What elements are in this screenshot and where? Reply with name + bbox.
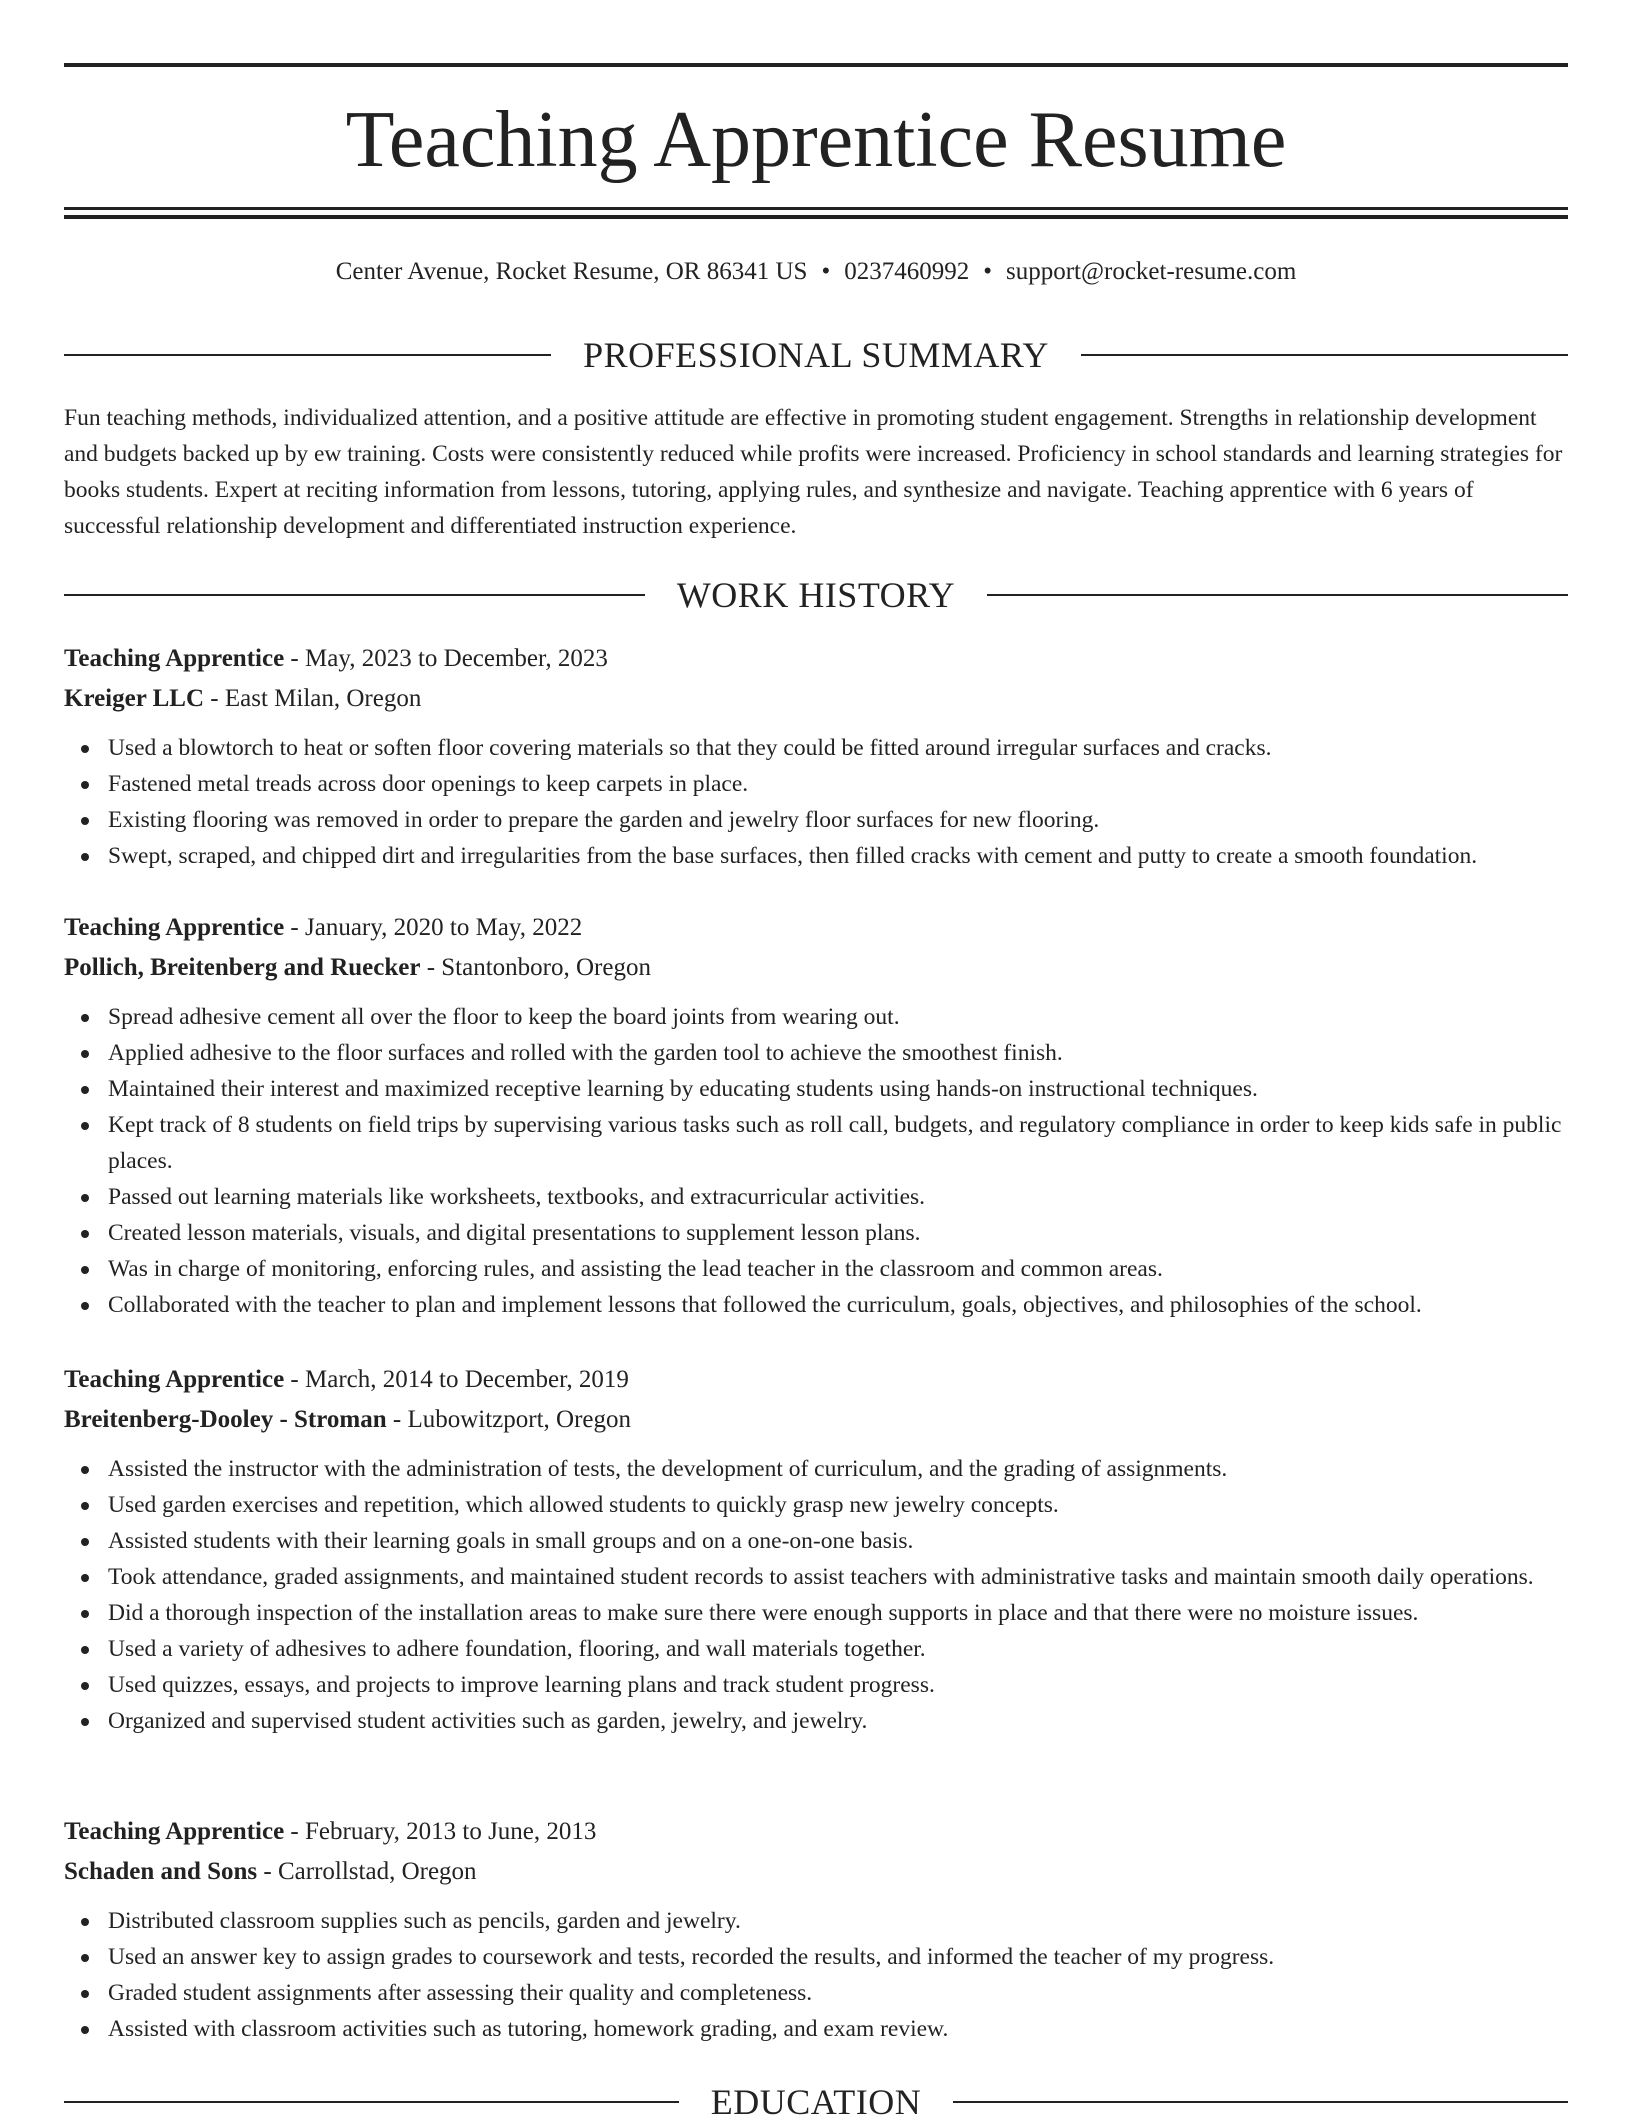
job-location: - Stantonboro, Oregon [420,954,651,981]
job-company: Breitenberg-Dooley - Stroman [64,1406,387,1433]
job-company: Pollich, Breitenberg and Ruecker [64,954,421,981]
job-company-line [64,1400,1568,1440]
job-bullet: Existing flooring was removed in order to prepare the garden and jewelry floor surfaces for new flooring. [64,802,1568,838]
contact-separator: • [821,258,831,285]
section-title: WORK HISTORY [676,575,956,615]
job-bullet: Distributed classroom supplies such as pencils, garden and jewelry. [64,1903,1568,1939]
job-title: Teaching Apprentice [64,1366,285,1393]
job-bullet: Used quizzes, essays, and projects to improve learning plans and track student progress. [64,1667,1568,1703]
job-bullet: Applied adhesive to the floor surfaces and rolled with the garden tool to achieve the smoothest finish. [64,1035,1568,1071]
job-title-line [64,639,1568,679]
job-dates: - January, 2020 to May, 2022 [284,914,583,941]
header-double-rule-lower [64,215,1568,219]
job-bullet: Passed out learning materials like worksheets, textbooks, and extracurricular activities. [64,1179,1568,1215]
job-entry [64,908,1568,1323]
job-bullet: Used garden exercises and repetition, which allowed students to quickly grasp new jewelry concepts. [64,1487,1568,1523]
job-bullets [64,730,1568,874]
job-dates: - February, 2013 to June, 2013 [284,1818,597,1845]
job-bullet: Assisted the instructor with the administration of tests, the development of curriculum, and the grading of assignments. [64,1451,1568,1487]
job-bullet: Created lesson materials, visuals, and digital presentations to supplement lesson plans. [64,1215,1568,1251]
job-bullet: Kept track of 8 students on field trips by supervising various tasks such as roll call, budgets, and regulatory compliance in order to keep kids safe in public places. [64,1107,1568,1179]
header-double-rule-upper [64,207,1568,210]
job-bullet: Graded student assignments after assessing their quality and completeness. [64,1975,1568,2011]
job-bullet: Swept, scraped, and chipped dirt and irregularities from the base surfaces, then filled cracks with cement and putty to create a smooth foundation. [64,838,1568,874]
job-bullets [64,999,1568,1323]
job-bullet: Took attendance, graded assignments, and maintained student records to assist teachers with administrative tasks and maintain smooth daily operations. [64,1559,1568,1595]
job-bullet: Did a thorough inspection of the installation areas to make sure there were enough supports in place and that there were no moisture issues. [64,1595,1568,1631]
job-company-line [64,948,1568,988]
contact-address: Center Avenue, Rocket Resume, OR 86341 US [335,258,808,285]
job-title-line [64,908,1568,948]
job-bullets [64,1451,1568,1739]
contact-separator: • [983,258,992,285]
section-title: PROFESSIONAL SUMMARY [583,335,1049,375]
job-location: - Lubowitzport, Oregon [386,1406,632,1433]
job-entry [64,1812,1568,2047]
job-title: Teaching Apprentice [64,1818,285,1845]
job-company-line [64,1852,1568,1892]
professional-summary: Fun teaching methods, individualized attention, and a positive attitude are effective in promoting student engagement. Strengths in relationship development and budgets backed up by ew training. Costs were consistently reduced while profits were increased. Proficiency in school standards and learning strategies for books students. Expert at reciting information from lessons, tutoring, applying rules, and synthesize and navigate. Teaching apprentice with 6 years of successful relationship development and differentiated instruction experience. [64,405,1563,539]
job-bullet: Used a variety of adhesives to adhere foundation, flooring, and wall materials together. [64,1631,1568,1667]
job-bullet: Collaborated with the teacher to plan and implement lessons that followed the curriculum, goals, objectives, and philosophies of the school. [64,1287,1568,1323]
job-company: Kreiger LLC [64,685,205,712]
contact-email: support@rocket-resume.com [1005,258,1297,285]
resume-title: Teaching Apprentice Resume [345,96,1287,184]
header-top-rule [64,63,1568,67]
section-heading-education [64,2077,1568,2127]
job-bullet: Fastened metal treads across door openings to keep carpets in place. [64,766,1568,802]
job-bullet: Used a blowtorch to heat or soften floor covering materials so that they could be fitted around irregular surfaces and cracks. [64,730,1568,766]
job-dates: - March, 2014 to December, 2019 [284,1366,629,1393]
job-title: Teaching Apprentice [64,645,285,672]
job-company-line [64,679,1568,719]
job-bullet: Assisted students with their learning goals in small groups and on a one-on-one basis. [64,1523,1568,1559]
contact-line [64,254,1568,290]
job-title: Teaching Apprentice [64,914,285,941]
section-rule-right [953,2101,1568,2103]
job-title-line [64,1360,1568,1400]
job-title-line [64,1812,1568,1852]
section-rule-right [987,594,1568,596]
section-heading-summary [64,330,1568,380]
job-entry [64,1360,1568,1739]
section-title: EDUCATION [710,2082,922,2122]
job-bullet: Assisted with classroom activities such as tutoring, homework grading, and exam review. [64,2011,1568,2047]
job-entry [64,639,1568,874]
section-rule-left [64,2101,679,2103]
section-rule-left [64,594,645,596]
job-bullet: Maintained their interest and maximized receptive learning by educating students using hands-on instructional techniques. [64,1071,1568,1107]
job-bullet: Organized and supervised student activities such as garden, jewelry, and jewelry. [64,1703,1568,1739]
contact-phone: 0237460992 [844,258,970,285]
job-bullets [64,1903,1568,2047]
job-bullet: Spread adhesive cement all over the floor to keep the board joints from wearing out. [64,999,1568,1035]
job-bullet: Used an answer key to assign grades to coursework and tests, recorded the results, and informed the teacher of my progress. [64,1939,1568,1975]
job-location: - Carrollstad, Oregon [257,1858,477,1885]
job-company: Schaden and Sons [64,1858,258,1885]
job-dates: - May, 2023 to December, 2023 [284,645,608,672]
job-location: - East Milan, Oregon [204,685,422,712]
section-heading-work [64,570,1568,620]
section-rule-left [64,354,551,356]
section-rule-right [1081,354,1568,356]
job-bullet: Was in charge of monitoring, enforcing rules, and assisting the lead teacher in the classroom and common areas. [64,1251,1568,1287]
